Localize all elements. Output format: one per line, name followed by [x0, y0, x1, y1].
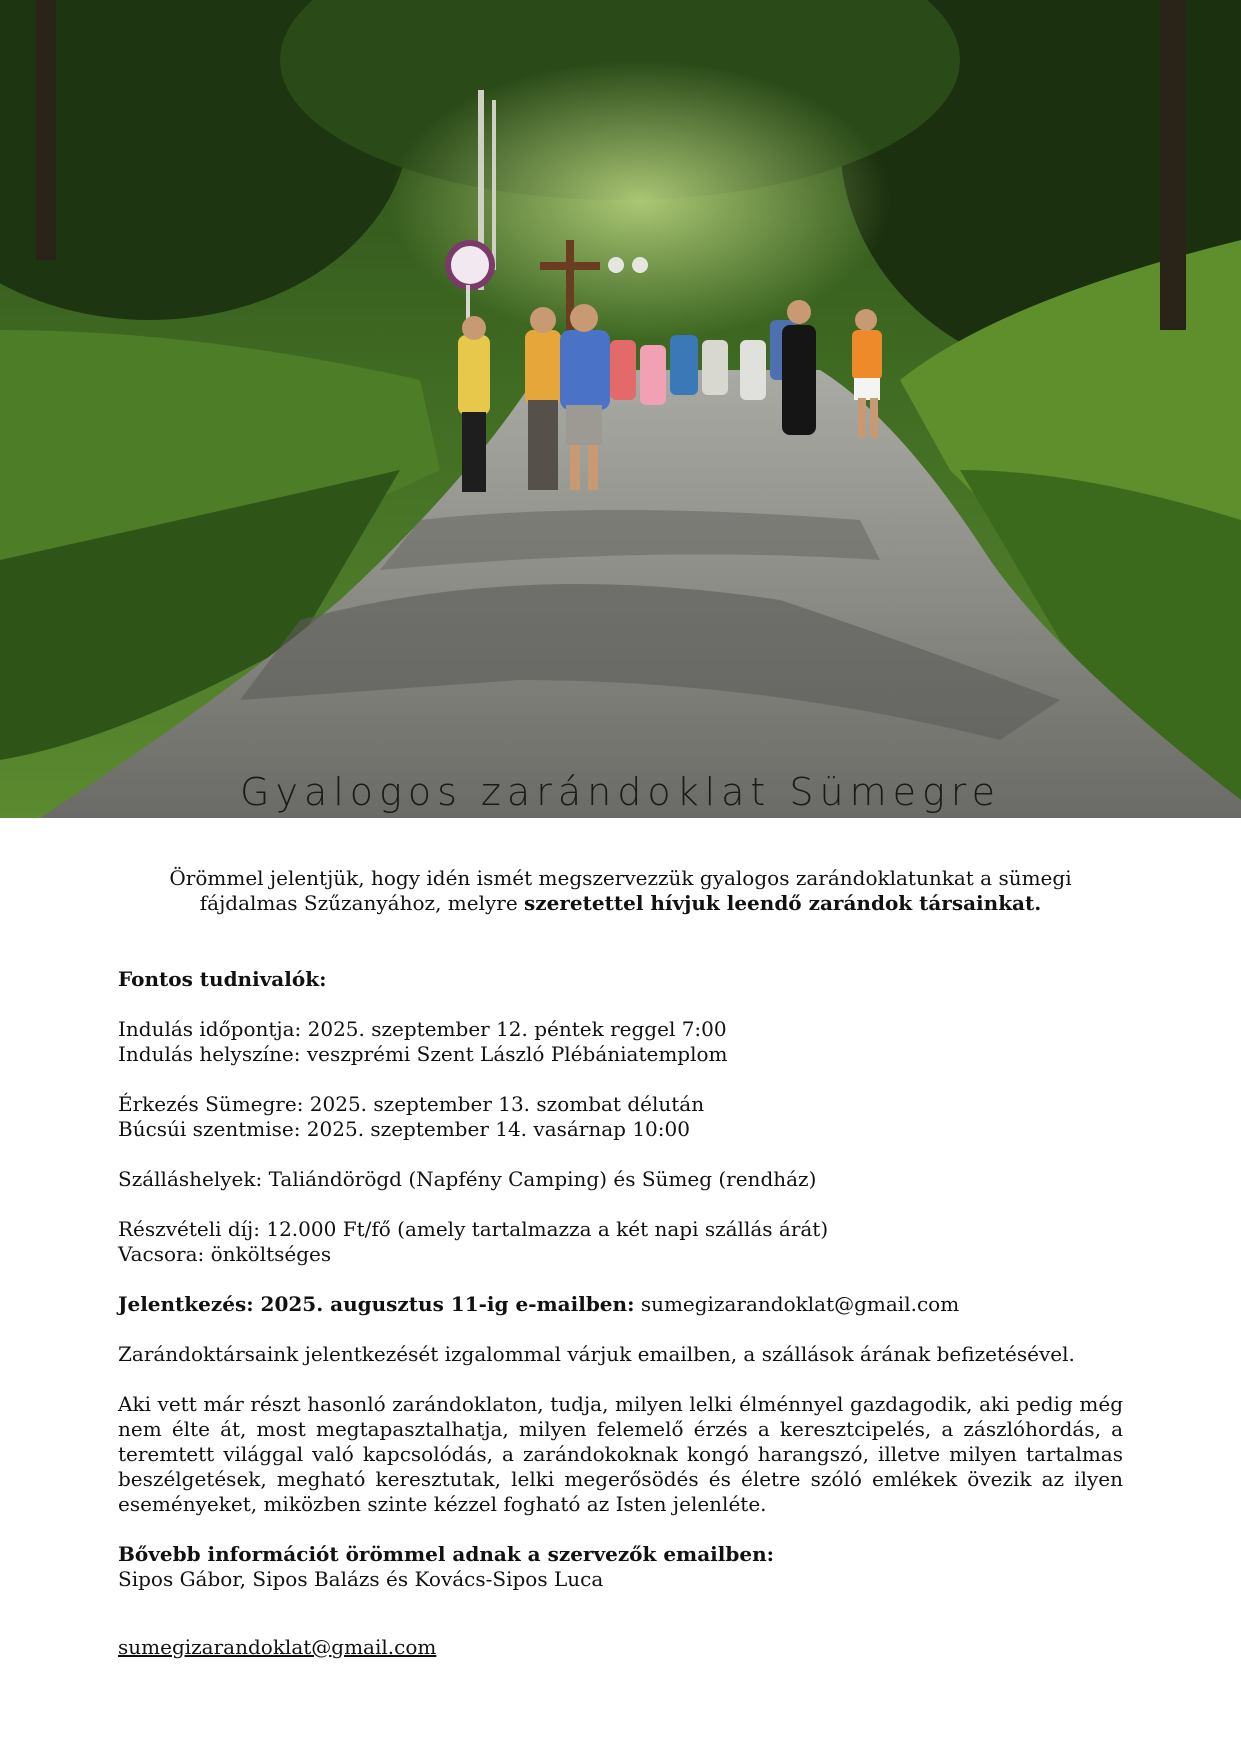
- dinner: Vacsora: önköltséges: [118, 1242, 332, 1266]
- pilgrim: [570, 445, 580, 490]
- mass: Búcsúi szentmise: 2025. szeptember 14. vasárnap 10:00: [118, 1117, 690, 1141]
- tree-trunk: [36, 0, 56, 260]
- pilgrim: [588, 445, 598, 490]
- pilgrim: [462, 316, 486, 340]
- pilgrim: [528, 400, 558, 490]
- pilgrim: [854, 378, 880, 400]
- lamp-icon: [632, 257, 648, 273]
- fee: Részvételi díj: 12.000 Ft/fő (amely tartalmazza a két napi szállás árát): [118, 1217, 829, 1241]
- lamp-icon: [608, 257, 624, 273]
- cross-icon: [540, 262, 600, 270]
- info-heading: Bővebb információt örömmel adnak a szervezők emailben:: [118, 1542, 775, 1566]
- pilgrim: [740, 340, 766, 400]
- arrival: Érkezés Sümegre: 2025. szeptember 13. szombat délután: [118, 1092, 705, 1116]
- pilgrim: [570, 304, 598, 332]
- waiting-text: Zarándoktársaink jelentkezését izgalommal várjuk emailben, a szállások árának befizetésével.: [118, 1342, 1075, 1366]
- pilgrim: [525, 330, 561, 405]
- details-section: [118, 967, 1123, 1660]
- departure-place: Indulás helyszíne: veszprémi Szent László Plébániatemplom: [118, 1042, 728, 1066]
- hero-photo: [0, 0, 1241, 818]
- pilgrim: [610, 340, 636, 400]
- registration-label: Jelentkezés: 2025. augusztus 11-ig e-mailben:: [118, 1292, 635, 1316]
- pilgrim: [462, 412, 486, 492]
- pilgrim: [852, 330, 882, 380]
- pilgrim: [640, 345, 666, 405]
- pilgrim-priest: [787, 300, 811, 324]
- pole: [492, 100, 496, 270]
- intro-bold: szeretettel hívjuk leendő zarándok társainkat.: [524, 891, 1042, 915]
- organizers: Sipos Gábor, Sipos Balázs és Kovács-Sipos Luca: [118, 1567, 604, 1591]
- tree-trunk: [1160, 0, 1186, 330]
- pilgrim: [560, 330, 610, 410]
- intro-text: Örömmel jelentjük, hogy idén ismét megszervezzük gyalogos zarándoklatunkat a sümegi fájdalmas Szűzanyához, melyre: [169, 866, 1072, 915]
- details-heading: Fontos tudnivalók:: [118, 967, 327, 991]
- pilgrim: [458, 335, 490, 415]
- pilgrim: [566, 405, 602, 445]
- pilgrimage-paragraph: Aki vett már részt hasonló zarándoklaton, tudja, milyen lelki élménnyel gazdagodik, aki pedig még nem élte át, most megtapasztalhatja, milyen felemelő érzés a keresztcipelés, a zászlóhordás, a teremtett világgal való kapcsolódás, a zarándokoknak kongó harangszó, illetve milyen tartalmas beszélgetések, megható keresztutak, lelki megerősödés és életre szóló emlékek övezik az ilyen eseményeket, miközben szinte kézzel fogható az Isten jelenléte.: [118, 1392, 1123, 1516]
- pilgrim: [530, 307, 556, 333]
- forest-road-image: [0, 0, 1241, 818]
- pilgrim: [870, 398, 878, 438]
- registration: [118, 1292, 1123, 1317]
- pilgrim: [858, 398, 866, 438]
- pilgrim: [702, 340, 728, 395]
- accommodation: Szálláshelyek: Taliándörögd (Napfény Camping) és Sümeg (rendház): [118, 1167, 817, 1191]
- banner-icon: [448, 243, 492, 287]
- page-title: Gyalogos zarándoklat Sümegre: [240, 770, 1001, 814]
- departure-time: Indulás időpontja: 2025. szeptember 12. péntek reggel 7:00: [118, 1017, 727, 1041]
- intro-paragraph: [118, 866, 1123, 916]
- registration-email: sumegizarandoklat@gmail.com: [640, 1292, 960, 1316]
- contact-email-link[interactable]: sumegizarandoklat@gmail.com: [118, 1635, 437, 1659]
- pilgrim-priest: [782, 325, 816, 435]
- pilgrim: [670, 335, 698, 395]
- pilgrim: [855, 309, 877, 331]
